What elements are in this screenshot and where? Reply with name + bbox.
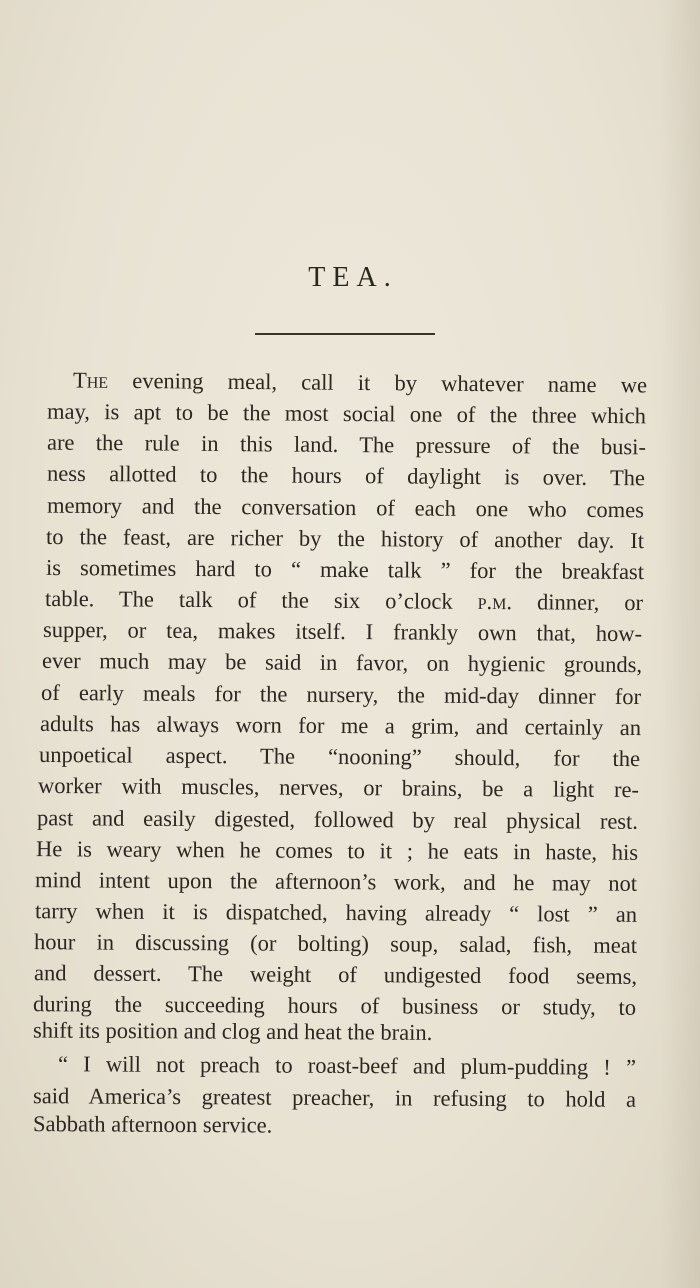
text-line: shift its position and clog and heat the brain. (32, 1017, 433, 1045)
text-line: said America’s greatest preacher, in refusing to hold a (32, 1083, 637, 1112)
text-line: are the rule in this land. The pressure of the busi- (46, 429, 647, 460)
text-line: ness allotted to the hours of daylight is over. The (46, 460, 646, 491)
text-line: may, is apt to be the most social one of the three which (46, 398, 647, 429)
text-line: supper, or tea, makes itself. I frankly own that, how- (42, 616, 643, 647)
drop-word: The (72, 367, 109, 393)
text-line: during the succeeding hours of business or study, to (32, 991, 637, 1020)
text-line: is sometimes hard to “ make talk ” for the breakfast (45, 554, 645, 585)
chapter-title: TEA. (308, 262, 398, 293)
text-line: and dessert. The weight of undigested food seems, (33, 960, 638, 989)
text-line: mind intent upon the afternoon’s work, and he may not (34, 867, 638, 896)
text-line: Sabbath afternoon service. (32, 1111, 273, 1138)
text-line: past and easily digested, followed by real physical rest. (36, 805, 639, 834)
text-line: “ I will not preach to roast-beef and plum-pudding ! ” (57, 1051, 637, 1080)
text-line: ever much may be said in favor, on hygienic grounds, (41, 647, 643, 678)
text-line: The evening meal, call it by whatever name we (72, 367, 648, 398)
text-line: adults has always worn for me a grim, and certainly an (39, 710, 642, 741)
text-line: unpoetical aspect. The “nooning” should, for the (38, 741, 641, 772)
text-line: tarry when it is dispatched, having already “ lost ” an (34, 898, 638, 927)
text-line: of early meals for the nursery, the mid-day dinner for (40, 679, 642, 710)
text-line: memory and the conversation of each one who comes (46, 492, 645, 523)
text-line: table. The talk of the six o’clock p.m. dinner, or (44, 585, 644, 616)
text-line: worker with muscles, nerves, or brains, be a light re- (37, 772, 640, 803)
text-line: hour in discussing (or bolting) soup, salad, fish, meat (33, 929, 638, 958)
text-line: to the feast, are richer by the history of another day. It (45, 523, 645, 554)
text-line: He is weary when he comes to it ; he eats in haste, his (35, 836, 639, 865)
